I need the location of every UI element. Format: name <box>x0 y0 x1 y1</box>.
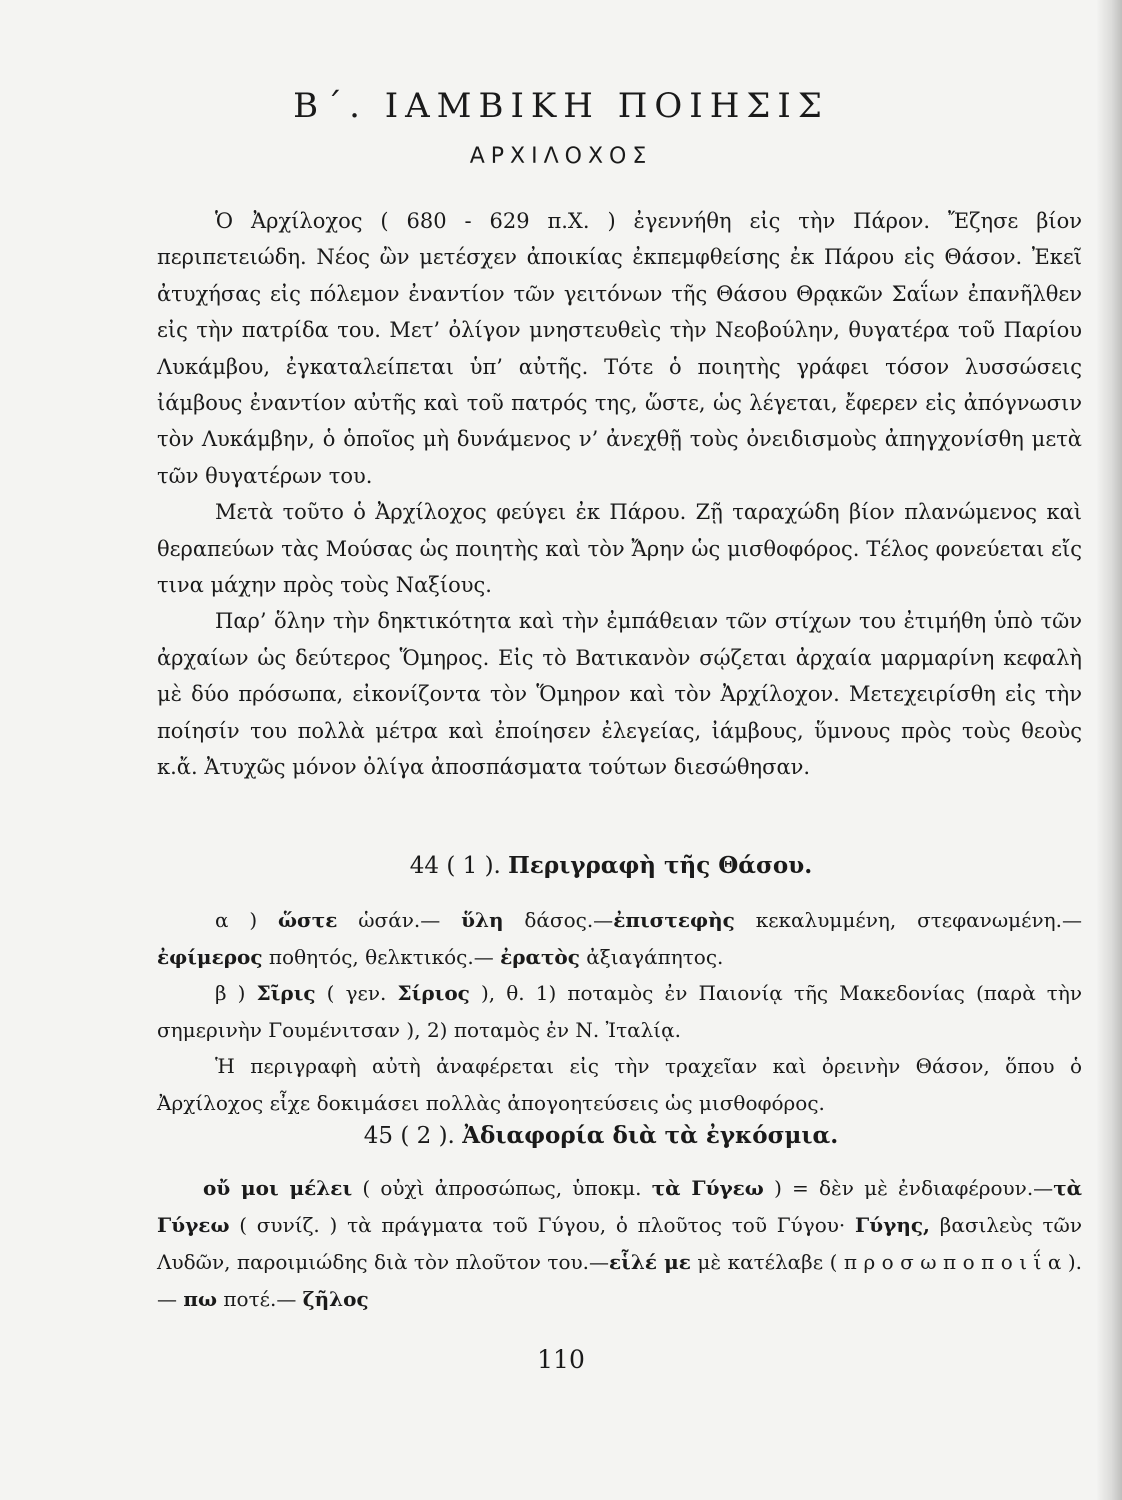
term: εἷλέ με <box>609 1250 691 1274</box>
term: ἐπιστεφὴς <box>613 908 735 932</box>
paragraph-1: Ὁ Ἀρχίλοχος ( 680 - 629 π.Χ. ) ἐγεννήθη εἰς τὴν Πάρον. Ἔζησε βίον περιπετειώδη. Νέος ὢν μετέσχεν ἀποικίας ἐκπεμφθείσης ἐκ Πάρου εἰς Θάσον. Ἐκεῖ ἀτυχήσας εἰς πόλεμον ἐναντίον τῶν γειτόνων τῆς Θάσου Θρᾳκῶν Σαΐων ἐπανῆλθεν εἰς τὴν πατρίδα του. Μετ’ ὀλίγον μνηστευθεὶς τὴν Νεοβούλην, θυγατέρα τοῦ Παρίου Λυκάμβου, ἐγκαταλείπεται ὑπ’ αὐτῆς. Τότε ὁ ποιητὴς γράφει τόσον λυσσώσεις ἰάμβους ἐναντίον αὐτῆς καὶ τοῦ πατρός της, ὥστε, ὡς λέγεται, ἔφερεν εἰς ἀπόγνωσιν τὸν Λυκάμβην, ὁ ὁποῖος μὴ δυνάμενος ν’ ἀνεχθῇ τοὺς ὀνειδισμοὺς ἀπηγχονίσθη μετὰ τῶν θυγατέρων του. <box>157 209 1082 488</box>
term: ἐρατὸς <box>500 944 580 969</box>
term: πω <box>183 1287 218 1311</box>
term: Γύγης, <box>855 1213 931 1237</box>
term: ζῆλος <box>302 1287 369 1311</box>
term: ἐφίμερος <box>157 944 263 969</box>
heading-44 <box>0 852 1122 879</box>
term: οὔ μοι μέλει <box>203 1176 353 1200</box>
term: τὰ Γύγεω <box>157 1176 1083 1237</box>
gloss: ποθητός, θελκτικός.— <box>268 944 494 969</box>
term: Σῖρις <box>256 981 316 1005</box>
main-text <box>157 203 1082 786</box>
remark-44: Ἡ περιγραφὴ αὐτὴ ἀναφέρεται εἰς τὴν τραχεῖαν καὶ ὀρεινὴν Θάσον, ὅπου ὁ Ἀρχίλοχος εἶχε δοκιμάσει πολλὰς ἀπογοητεύσεις ὡς μισθοφόρος. <box>157 1054 1082 1115</box>
heading-44-number: 44 ( 1 ). <box>409 853 501 879</box>
gloss: ), θ. 1) ποταμὸς ἐν Παιονίᾳ τῆς Μακεδονίας (παρὰ τὴν σημερινὴν Γουμένιτσαν ), 2) ποταμὸς ἐν Ν. Ἰταλίᾳ. <box>157 981 1083 1042</box>
gloss: ὡσάν.— <box>358 908 441 932</box>
note-a <box>157 902 1082 975</box>
heading-45-title: Ἀδιαφορία διὰ τὰ ἐγκόσμια. <box>462 1122 839 1149</box>
note-b-label: β ) <box>215 981 246 1005</box>
notes-45 <box>157 1170 1082 1318</box>
gloss: δάσος.— <box>524 908 614 932</box>
term: ὕλη <box>461 908 504 932</box>
term: ὥστε <box>278 908 338 932</box>
paragraph-2: Μετὰ τοῦτο ὁ Ἀρχίλοχος φεύγει ἐκ Πάρου. Ζῇ ταραχώδη βίον πλανώμενος καὶ θεραπεύων τὰς Μούσας ὡς ποιητὴς καὶ τὸν Ἄρην ὡς μισθοφόρος. Τέλος φονεύεται εἴς τινα μάχην πρὸς τοὺς Ναξίους. <box>157 500 1082 598</box>
heading-44-title: Περιγραφὴ τῆς Θάσου. <box>508 852 813 879</box>
note-a-label: α ) <box>215 908 258 932</box>
page-number: 110 <box>537 1345 585 1374</box>
gloss: ) = δὲν μὲ ἐνδιαφέρουν.— <box>774 1176 1054 1200</box>
gloss: ( συνίζ. ) τὰ πράγματα τοῦ Γύγου, ὁ πλοῦτος τοῦ Γύγου· <box>239 1213 846 1237</box>
section-subtitle: ΑΡΧΙΛΟΧΟΣ <box>469 144 653 169</box>
heading-45 <box>0 1122 1122 1149</box>
note-b <box>157 975 1082 1048</box>
notes-44 <box>157 902 1082 1121</box>
gloss: βασιλεὺς τῶν Λυδῶν, παροιμιώδης διὰ τὸν πλοῦτον του.— <box>157 1213 1083 1274</box>
chapter-title: Β΄. ΙΑΜΒΙΚΗ ΠΟΙΗΣΙΣ <box>293 86 829 126</box>
term: Σίριος <box>397 981 470 1005</box>
term: τὰ Γύγεω <box>651 1176 764 1200</box>
paragraph-3: Παρ’ ὅλην τὴν δηκτικότητα καὶ τὴν ἐμπάθειαν τῶν στίχων του ἐτιμήθη ὑπὸ τῶν ἀρχαίων ὡς δεύτερος Ὅμηρος. Εἰς τὸ Βατικανὸν σῴζεται ἀρχαία μαρμαρίνη κεφαλὴ μὲ δύο πρόσωπα, εἰκονίζοντα τὸν Ὅμηρον καὶ τὸν Ἀρχίλοχον. Μετεχειρίσθη εἰς τὴν ποίησίν του πολλὰ μέτρα καὶ ἐποίησεν ἐλεγείας, ἰάμβους, ὕμνους πρὸς τοὺς θεοὺς κ.ἄ. Ἀτυχῶς μόνον ὀλίγα ἀποσπάσματα τούτων διεσώθησαν. <box>157 609 1082 780</box>
gloss: κεκαλυμμένη, στεφανωμένη.— <box>755 908 1082 932</box>
gloss: μὲ κατέλαβε ( π ρ ο σ ω π ο π ο ι ΐ α ).— <box>157 1250 1083 1311</box>
page-spine-shadow <box>1096 0 1122 1500</box>
note-45 <box>157 1170 1082 1318</box>
gloss: ( οὐχὶ ἀπροσώπως, ὑποκμ. <box>362 1176 642 1200</box>
gloss: ( γεν. <box>326 981 387 1005</box>
gloss: ποτέ.— <box>223 1287 297 1311</box>
gloss: ἀξιαγάπητος. <box>586 944 724 969</box>
heading-45-number: 45 ( 2 ). <box>363 1123 455 1149</box>
